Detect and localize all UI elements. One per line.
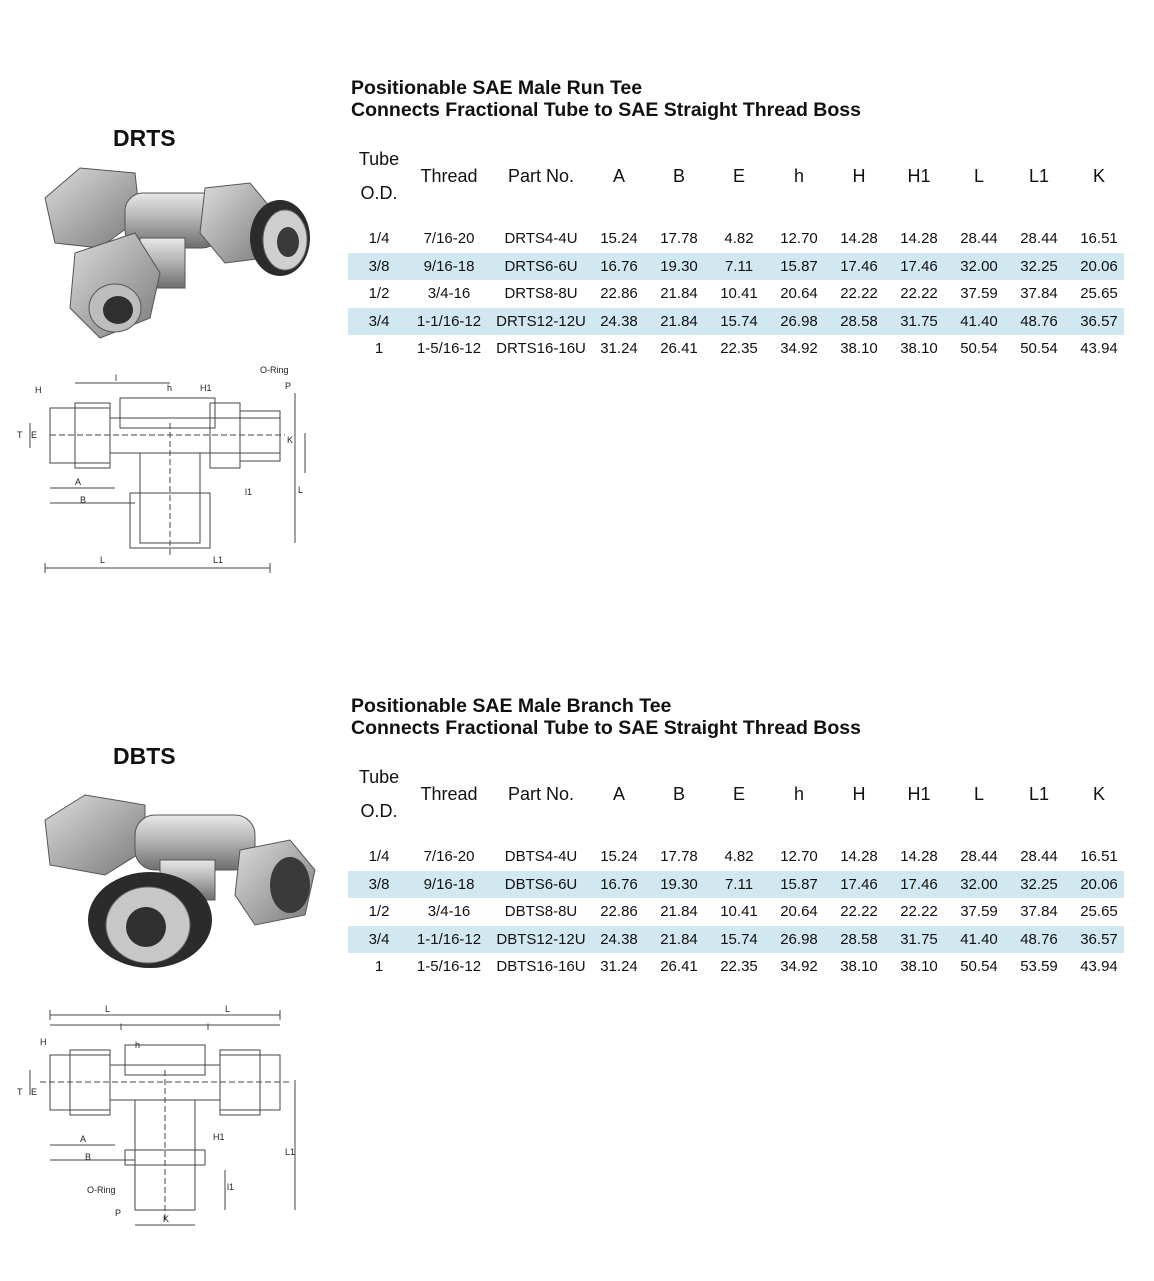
table-cell: 43.94	[1080, 340, 1118, 358]
header-part-no: Part No.	[507, 165, 575, 186]
table-cell: 28.58	[834, 926, 884, 954]
table-cell: 10.41	[720, 285, 758, 303]
label-l1: l1	[227, 1182, 235, 1192]
spec-table	[348, 138, 1124, 363]
table-cell: 50.54	[960, 340, 998, 358]
table-cell: 34.92	[780, 958, 818, 976]
table-cell: DRTS16-16U	[496, 340, 586, 358]
label-l: l	[115, 373, 117, 383]
table-cell: DRTS6-6U	[488, 253, 594, 281]
table-cell: 14.28	[840, 230, 878, 248]
table-cell: 3/4-16	[427, 285, 471, 303]
table-cell: 22.22	[900, 903, 938, 921]
table-cell: 12.70	[780, 848, 818, 866]
label-L-vertical: L	[298, 485, 304, 495]
label-K: K	[163, 1214, 170, 1224]
title-line-2: Connects Fractional Tube to SAE Straight Thread Boss	[351, 717, 861, 739]
label-B: B	[85, 1152, 92, 1162]
table-cell: 1/4	[368, 848, 390, 866]
header-tube-od: Tube O.D.	[358, 767, 400, 821]
table-cell: 15.87	[764, 871, 834, 899]
table-cell: 36.57	[1074, 926, 1124, 954]
table-cell: 14.28	[900, 848, 938, 866]
label-H: H	[35, 385, 42, 395]
table-cell: 41.40	[954, 926, 1004, 954]
table-cell: 1/2	[368, 285, 390, 303]
header-thread: Thread	[420, 165, 478, 186]
table-cell: 17.78	[660, 230, 698, 248]
table-cell: 1-1/16-12	[410, 926, 488, 954]
table-cell: 22.22	[840, 903, 878, 921]
label-L: L	[100, 555, 106, 565]
table-cell: 10.41	[720, 903, 758, 921]
spec-table	[348, 756, 1124, 981]
table-cell: 19.30	[644, 871, 714, 899]
table-cell: 38.10	[840, 958, 878, 976]
table-cell: 21.84	[660, 903, 698, 921]
label-L: L	[105, 1004, 111, 1014]
table-cell: 16.51	[1080, 848, 1118, 866]
table-cell: 15.24	[600, 230, 638, 248]
table-cell: 14.28	[840, 848, 878, 866]
table-cell: 32.25	[1004, 871, 1074, 899]
product-code: DRTS	[113, 125, 176, 151]
table-cell: 32.25	[1004, 253, 1074, 281]
table-cell: 32.00	[954, 871, 1004, 899]
table-cell: 16.51	[1080, 230, 1118, 248]
table-cell: 7.11	[714, 253, 764, 281]
table-cell: 24.38	[594, 308, 644, 336]
table-cell: DRTS8-8U	[504, 285, 578, 303]
label-p: P	[115, 1208, 122, 1218]
header-h: H	[852, 783, 866, 804]
table-cell: 1-5/16-12	[416, 958, 482, 976]
header-l1: L1	[1028, 783, 1050, 804]
table-cell: 3/8	[348, 871, 410, 899]
table-cell: 38.10	[900, 958, 938, 976]
header-e: E	[732, 165, 745, 186]
table-cell: 3/4	[348, 308, 410, 336]
table-cell: 21.84	[660, 285, 698, 303]
table-cell: 28.44	[960, 848, 998, 866]
label-H1: H1	[213, 1132, 225, 1142]
product-title	[351, 695, 861, 739]
table-header-row	[348, 756, 1124, 832]
table-cell: 50.54	[1020, 340, 1058, 358]
label-l-right: l	[207, 1022, 209, 1032]
table-row	[348, 253, 1124, 281]
title-line-1: Positionable SAE Male Branch Tee	[351, 695, 672, 717]
product-photo	[40, 790, 320, 970]
header-b: B	[672, 783, 685, 804]
table-cell: 36.57	[1074, 308, 1124, 336]
header-tube-od: Tube O.D.	[358, 149, 400, 203]
table-cell: 7/16-20	[423, 848, 475, 866]
table-cell: 31.75	[884, 308, 954, 336]
label-H: H	[40, 1037, 47, 1047]
label-L1: L1	[213, 555, 224, 565]
table-cell: DBTS12-12U	[488, 926, 594, 954]
label-A: A	[80, 1134, 87, 1144]
table-cell: 53.59	[1020, 958, 1058, 976]
table-cell: 21.84	[644, 926, 714, 954]
table-cell: 20.06	[1074, 871, 1124, 899]
table-cell: 50.54	[960, 958, 998, 976]
table-cell: 41.40	[954, 308, 1004, 336]
table-cell: 38.10	[840, 340, 878, 358]
table-row	[348, 898, 1124, 926]
label-oring: O-Ring	[87, 1185, 116, 1195]
table-cell: 26.41	[660, 958, 698, 976]
table-cell: 1	[374, 958, 384, 976]
header-e: E	[732, 783, 745, 804]
table-cell: 15.24	[600, 848, 638, 866]
table-cell: 48.76	[1004, 308, 1074, 336]
table-cell: 15.74	[714, 308, 764, 336]
table-cell: 1-1/16-12	[410, 308, 488, 336]
table-cell: DBTS8-8U	[504, 903, 578, 921]
table-cell: 1	[374, 340, 384, 358]
table-cell: DBTS4-4U	[504, 848, 578, 866]
label-T: T	[17, 430, 23, 440]
table-cell: 37.59	[960, 903, 998, 921]
header-h-small: h	[793, 165, 804, 186]
table-cell: 3/4	[348, 926, 410, 954]
header-l1: L1	[1028, 165, 1050, 186]
product-code: DBTS	[113, 743, 176, 769]
table-row	[348, 843, 1124, 871]
table-cell: 31.24	[600, 958, 638, 976]
table-cell: 28.44	[1020, 230, 1058, 248]
table-cell: 1/2	[368, 903, 390, 921]
table-cell: 12.70	[780, 230, 818, 248]
title-line-1: Positionable SAE Male Run Tee	[351, 77, 643, 99]
label-A: A	[75, 477, 82, 487]
label-L-right: L	[225, 1004, 231, 1014]
header-thread: Thread	[420, 783, 478, 804]
table-cell: 1-5/16-12	[416, 340, 482, 358]
table-cell: 17.46	[884, 871, 954, 899]
label-L1: L1	[285, 1147, 296, 1157]
table-cell: 31.24	[600, 340, 638, 358]
table-cell: DRTS12-12U	[488, 308, 594, 336]
table-cell: 22.86	[600, 285, 638, 303]
header-h1: H1	[907, 783, 931, 804]
table-cell: 22.35	[720, 958, 758, 976]
table-row	[348, 335, 1124, 363]
table-cell: 17.46	[834, 253, 884, 281]
table-header-row	[348, 138, 1124, 214]
header-part-no: Part No.	[507, 783, 575, 804]
header-k: K	[1092, 165, 1105, 186]
table-cell: 16.76	[594, 871, 644, 899]
label-l1: l1	[245, 487, 253, 497]
label-h: h	[135, 1040, 141, 1050]
header-h1: H1	[907, 165, 931, 186]
technical-drawing	[15, 1000, 315, 1235]
table-cell: 34.92	[780, 340, 818, 358]
title-line-2: Connects Fractional Tube to SAE Straight Thread Boss	[351, 99, 861, 121]
table-cell: 28.44	[960, 230, 998, 248]
table-cell: 4.82	[724, 848, 754, 866]
table-cell: 17.46	[884, 253, 954, 281]
header-l: L	[973, 783, 984, 804]
label-l: l	[120, 1022, 122, 1032]
label-T: T	[17, 1087, 23, 1097]
table-cell: 4.82	[724, 230, 754, 248]
header-l: L	[973, 165, 984, 186]
header-a: A	[612, 165, 625, 186]
header-h-small: h	[793, 783, 804, 804]
label-K: K	[287, 435, 294, 445]
table-cell: 38.10	[900, 340, 938, 358]
table-cell: 21.84	[644, 308, 714, 336]
table-cell: 28.58	[834, 308, 884, 336]
table-row	[348, 225, 1124, 253]
table-cell: 20.64	[780, 285, 818, 303]
table-row	[348, 953, 1124, 981]
table-row	[348, 871, 1124, 899]
table-cell: 7.11	[714, 871, 764, 899]
label-B: B	[80, 495, 87, 505]
label-oring: O-Ring	[260, 365, 289, 375]
table-cell: DBTS6-6U	[488, 871, 594, 899]
table-cell: 9/16-18	[410, 871, 488, 899]
header-b: B	[672, 165, 685, 186]
product-photo	[40, 158, 320, 343]
table-cell: 22.22	[900, 285, 938, 303]
table-cell: 3/4-16	[427, 903, 471, 921]
label-E: E	[31, 1087, 38, 1097]
product-title	[351, 77, 861, 121]
table-cell: 20.06	[1074, 253, 1124, 281]
table-cell: 43.94	[1080, 958, 1118, 976]
table-cell: 7/16-20	[423, 230, 475, 248]
table-cell: 37.59	[960, 285, 998, 303]
technical-drawing	[15, 363, 315, 578]
table-cell: 37.84	[1020, 285, 1058, 303]
table-cell: 3/8	[348, 253, 410, 281]
header-k: K	[1092, 783, 1105, 804]
table-row	[348, 926, 1124, 954]
table-cell: 25.65	[1080, 903, 1118, 921]
table-row	[348, 308, 1124, 336]
table-cell: 26.98	[764, 308, 834, 336]
label-p: P	[285, 381, 292, 391]
label-E: E	[31, 430, 38, 440]
table-cell: 19.30	[644, 253, 714, 281]
table-cell: 22.86	[600, 903, 638, 921]
table-cell: 16.76	[594, 253, 644, 281]
table-cell: 17.46	[834, 871, 884, 899]
table-cell: 20.64	[780, 903, 818, 921]
table-cell: 37.84	[1020, 903, 1058, 921]
table-cell: 14.28	[900, 230, 938, 248]
table-cell: 48.76	[1004, 926, 1074, 954]
table-cell: 15.74	[714, 926, 764, 954]
label-h: h	[167, 383, 173, 393]
header-a: A	[612, 783, 625, 804]
table-cell: DRTS4-4U	[504, 230, 578, 248]
table-cell: 32.00	[954, 253, 1004, 281]
table-cell: 9/16-18	[410, 253, 488, 281]
label-H1: H1	[200, 383, 212, 393]
table-cell: 26.98	[764, 926, 834, 954]
table-cell: 15.87	[764, 253, 834, 281]
table-cell: 17.78	[660, 848, 698, 866]
table-cell: DBTS16-16U	[496, 958, 586, 976]
header-h: H	[852, 165, 866, 186]
table-cell: 24.38	[594, 926, 644, 954]
table-cell: 25.65	[1080, 285, 1118, 303]
table-cell: 26.41	[660, 340, 698, 358]
table-row	[348, 280, 1124, 308]
table-cell: 22.22	[840, 285, 878, 303]
table-cell: 1/4	[368, 230, 390, 248]
table-cell: 22.35	[720, 340, 758, 358]
table-cell: 28.44	[1020, 848, 1058, 866]
table-cell: 31.75	[884, 926, 954, 954]
